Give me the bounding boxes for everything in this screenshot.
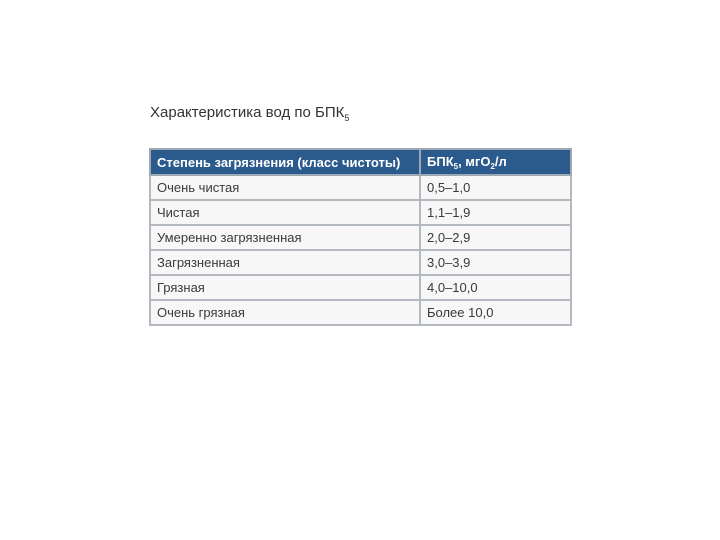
header-bod-prefix: БПК xyxy=(427,153,454,169)
cell-bod: 3,0–3,9 xyxy=(420,250,571,275)
table-row xyxy=(150,275,571,300)
cell-grade: Грязная xyxy=(150,275,420,300)
table-row xyxy=(150,300,571,325)
table-title-subscript: 5 xyxy=(344,113,350,123)
cell-grade: Чистая xyxy=(150,200,420,225)
table-title xyxy=(150,104,349,123)
cell-grade: Загрязненная xyxy=(150,250,420,275)
table-row xyxy=(150,175,571,200)
table-row xyxy=(150,200,571,225)
water-quality-table xyxy=(149,148,572,326)
cell-bod: Более 10,0 xyxy=(420,300,571,325)
header-bod-sub1: 5 xyxy=(453,161,459,171)
header-pollution-grade: Степень загрязнения (класс чистоты) xyxy=(150,149,420,175)
cell-grade: Очень грязная xyxy=(150,300,420,325)
cell-bod: 1,1–1,9 xyxy=(420,200,571,225)
table-header-row xyxy=(150,149,571,175)
header-bod-sub2: 2 xyxy=(490,161,495,171)
cell-bod: 0,5–1,0 xyxy=(420,175,571,200)
cell-bod: 4,0–10,0 xyxy=(420,275,571,300)
header-bod-value xyxy=(420,149,571,175)
cell-bod: 2,0–2,9 xyxy=(420,225,571,250)
header-bod-suffix: /л xyxy=(494,153,507,169)
table-row xyxy=(150,225,571,250)
cell-grade: Умеренно загрязненная xyxy=(150,225,420,250)
table-row xyxy=(150,250,571,275)
table-title-text: Характеристика вод по БПК xyxy=(150,104,345,121)
header-bod-mid: , мгO xyxy=(458,153,491,169)
cell-grade: Очень чистая xyxy=(150,175,420,200)
